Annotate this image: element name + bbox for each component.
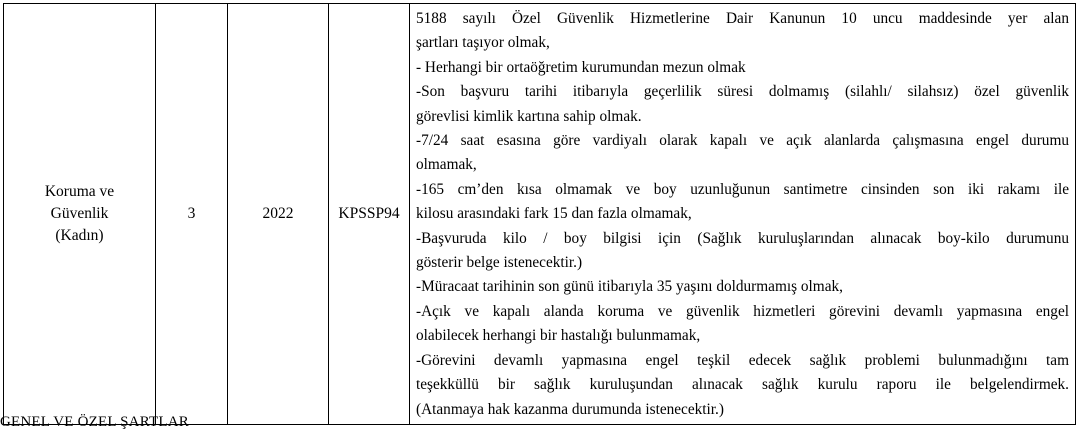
requirement-line: -165 cm’den kısa olmamak ve boy uzunluğunun santimetre cinsinden son iki rakamı ile: [416, 180, 1069, 198]
year-cell: 2022: [228, 4, 329, 425]
position-line: Koruma ve: [44, 182, 115, 200]
requirement-line: -7/24 saat esasına göre vardiyalı olarak kapalı ve açık alanlarda çalışmasına engel durumu: [416, 132, 1069, 150]
requirement-line: - Herhangi bir ortaöğretim kurumundan mezun olmak: [416, 58, 746, 76]
requirement-line: kilosu arasındaki fark 15 dan fazla olmamak,: [416, 205, 692, 223]
exam-cell: KPSSP94: [329, 4, 410, 425]
requirement-line: -Görevini devamlı yapmasına engel teşkil edecek sağlık problemi bulunmadığını tam: [416, 351, 1069, 369]
position-line: (Kadın): [55, 226, 104, 244]
job-requirements-table: [3, 3, 1076, 425]
requirements-cell: [410, 4, 1076, 425]
requirement-line: 5188 sayılı Özel Güvenlik Hizmetlerine Dair Kanunun 10 uncu maddesinde yer alan: [416, 10, 1069, 27]
table-row: [4, 4, 1076, 425]
requirement-line: olabilecek herhangi bir hastalığı bulunmamak,: [416, 327, 701, 345]
requirement-line: -Başvuruda kilo / boy bilgisi için (Sağlık kuruluşlarından alınacak boy-kilo durumunu: [416, 229, 1069, 247]
position-line: Güvenlik: [50, 204, 109, 222]
requirement-line: (Atanmaya hak kazanma durumunda istenecektir.): [416, 400, 724, 418]
section-heading: GENEL VE ÖZEL ŞARTLAR: [0, 414, 189, 430]
requirement-line: -Müracaat tarihinin son günü itibarıyla 35 yaşını doldurmamış olmak,: [416, 278, 843, 296]
requirement-line: -Açık ve kapalı alanda koruma ve güvenlik hizmetleri görevini devamlı yapmasına engel: [416, 302, 1069, 320]
requirement-line: şartları taşıyor olmak,: [416, 34, 550, 52]
requirement-line: teşekküllü bir sağlık kuruluşundan alınacak sağlık kurulu raporu ile belgelendirmek.: [416, 376, 1069, 394]
position-cell: [4, 4, 156, 425]
requirement-line: -Son başvuru tarihi itibarıyla geçerlilik süresi dolmamış (silahlı/ silahsız) özel güvenlik: [416, 83, 1069, 101]
quota-cell: 3: [156, 4, 228, 425]
requirement-line: gösterir belge istenecektir.): [416, 254, 583, 272]
requirement-line: görevlisi kimlik kartına sahip olmak.: [416, 107, 642, 125]
requirement-line: olmamak,: [416, 156, 477, 174]
